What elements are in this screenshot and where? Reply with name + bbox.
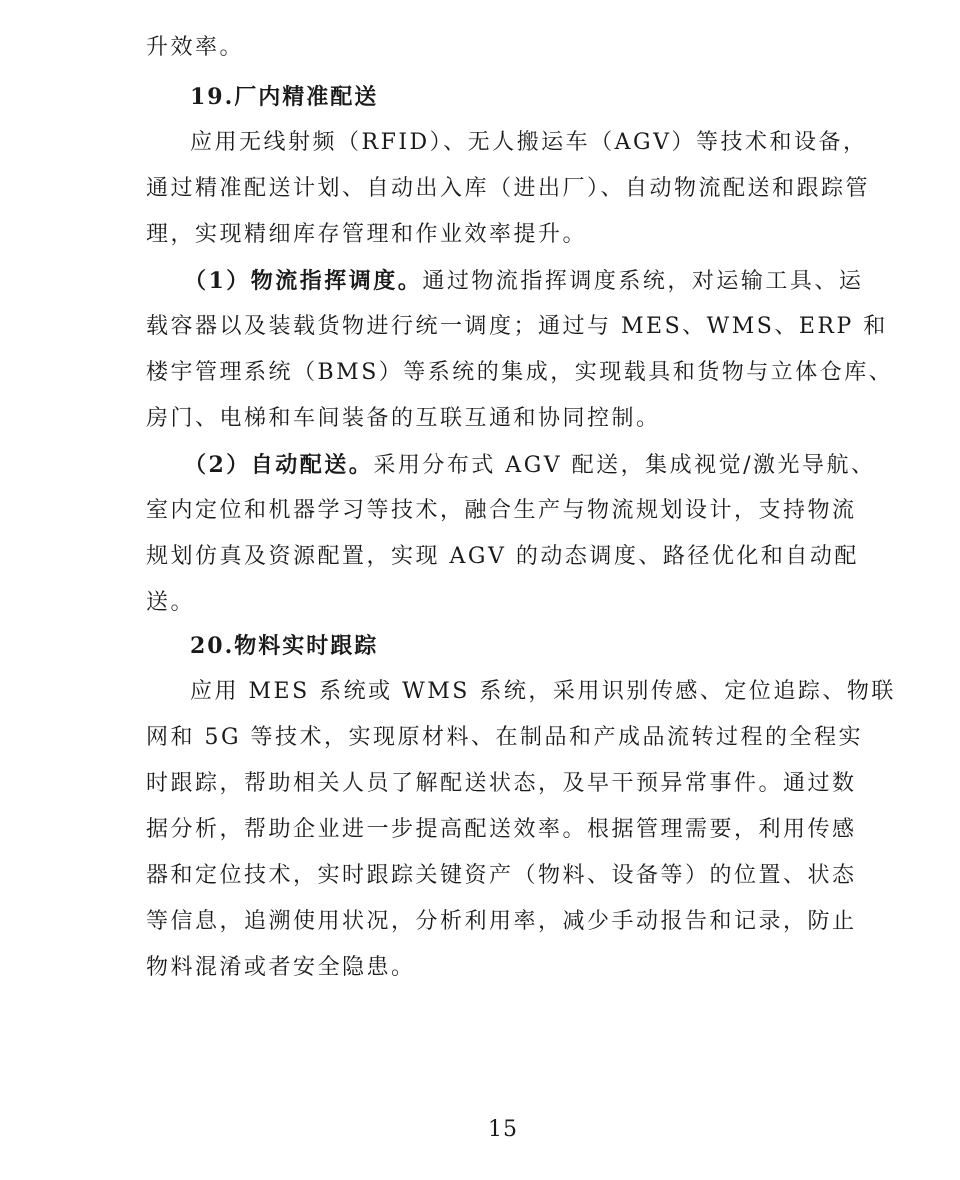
paragraph-line: 网和 5G 等技术，实现原材料、在制品和产成品流转过程的全程实	[146, 725, 864, 750]
paragraph-line: 房门、电梯和车间装备的互联互通和协同控制。	[146, 406, 661, 431]
paragraph-line: 应用无线射频（RFID）、无人搬运车（AGV）等技术和设备，	[190, 130, 868, 155]
paragraph-line: 理，实现精细库存管理和作业效率提升。	[146, 222, 588, 247]
paragraph-line: 通过精准配送计划、自动出入库（进出厂）、自动物流配送和跟踪管	[146, 176, 871, 201]
paragraph-line: 物料混淆或者安全隐患。	[146, 955, 416, 980]
paragraph-line: 时跟踪，帮助相关人员了解配送状态，及早干预异常事件。通过数	[146, 771, 857, 796]
section-heading-19: 19.厂内精准配送	[190, 84, 379, 110]
paragraph-line: 器和定位技术，实时跟踪关键资产（物料、设备等）的位置、状态	[146, 863, 857, 888]
paragraph-line: 楼宇管理系统（BMS）等系统的集成，实现载具和货物与立体仓库、	[146, 360, 894, 385]
paragraph-line	[184, 263, 863, 299]
page-number: 15	[488, 1117, 518, 1142]
paragraph-line: 升效率。	[146, 35, 245, 60]
paragraph-line	[184, 447, 876, 483]
subheading-auto-delivery: （2）自动配送。	[184, 452, 374, 478]
paragraph-line: 应用 MES 系统或 WMS 系统，采用识别传感、定位追踪、物联	[190, 679, 896, 704]
paragraph-line: 据分析，帮助企业进一步提高配送效率。根据管理需要，利用传感	[146, 817, 857, 842]
subheading-logistics-dispatch: （1）物流指挥调度。	[184, 268, 423, 294]
paragraph-line: 规划仿真及资源配置，实现 AGV 的动态调度、路径优化和自动配	[146, 544, 859, 569]
section-heading-20: 20.物料实时跟踪	[190, 633, 379, 659]
paragraph-text: 采用分布式 AGV 配送，集成视觉/激光导航、	[373, 453, 876, 478]
paragraph-line: 载容器以及装载货物进行统一调度；通过与 MES、WMS、ERP 和	[146, 314, 888, 339]
paragraph-line: 等信息，追溯使用状况，分析利用率，减少手动报告和记录，防止	[146, 909, 857, 934]
paragraph-line: 送。	[146, 590, 196, 615]
paragraph-text: 通过物流指挥调度系统，对运输工具、运	[422, 269, 864, 294]
paragraph-line: 室内定位和机器学习等技术，融合生产与物流规划设计，支持物流	[146, 498, 857, 523]
